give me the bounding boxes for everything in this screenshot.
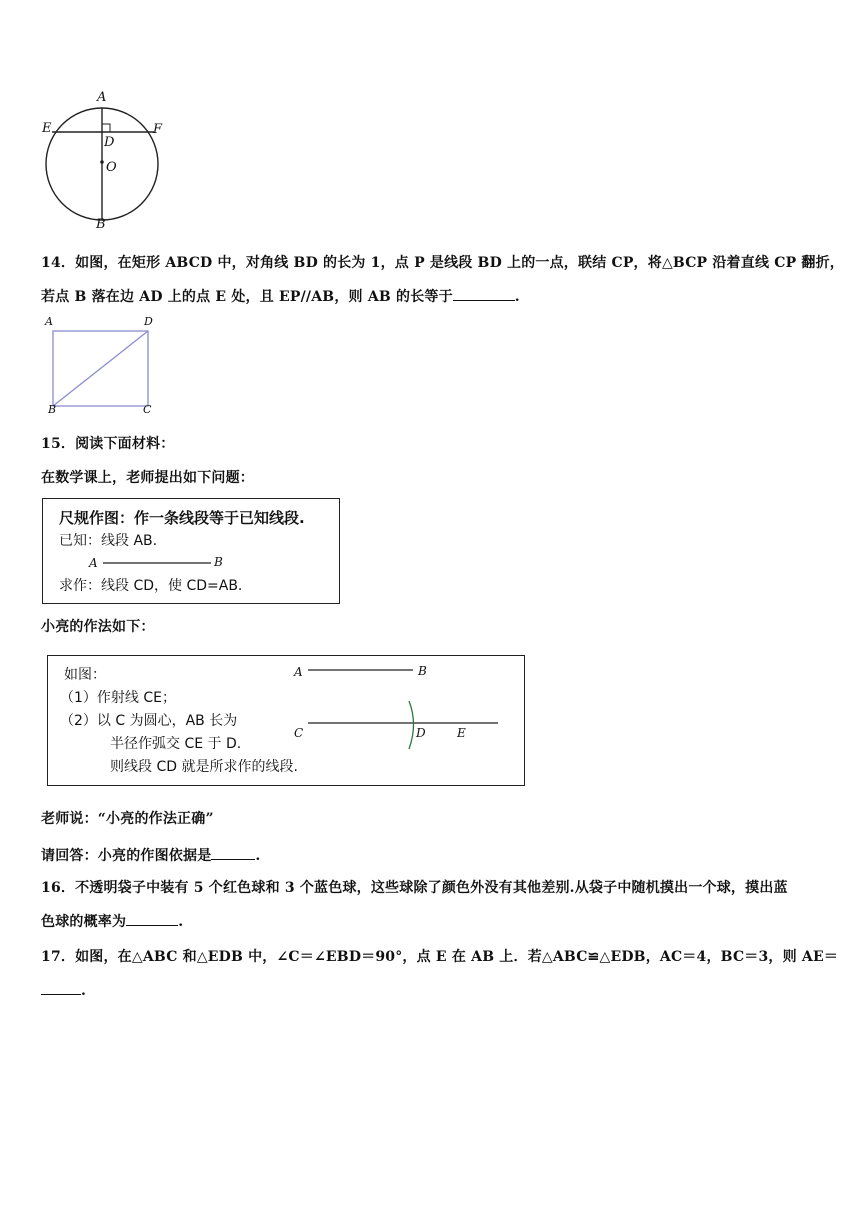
q15-teacher: 老师说：“小亮的作法正确” bbox=[41, 811, 214, 827]
q15-title: 15．阅读下面材料： bbox=[41, 436, 175, 452]
method-line4: 半径作弧交 CE 于 D. bbox=[110, 736, 242, 752]
problem-seg-b: B bbox=[214, 555, 223, 569]
label-e: E bbox=[42, 121, 52, 136]
problem-task: 求作：线段 CD，使 CD=AB. bbox=[59, 578, 243, 594]
problem-seg-a: A bbox=[89, 556, 98, 570]
problem-given: 已知：线段 AB. bbox=[59, 533, 158, 549]
q17-line2 bbox=[41, 982, 86, 999]
q16-line2-text: 色球的概率为 bbox=[41, 914, 127, 930]
q16-line2 bbox=[41, 911, 183, 931]
method-line2: （1）作射线 CE； bbox=[60, 690, 176, 706]
label-d: D bbox=[104, 135, 115, 150]
problem-segment bbox=[103, 559, 223, 569]
q16-line2-end: . bbox=[178, 914, 184, 930]
method-line3: （2）以 C 为圆心，AB 长为 bbox=[60, 713, 238, 729]
center-dot bbox=[100, 160, 104, 164]
q17-line1: 17．如图，在△ABC 和△EDB 中，∠C＝∠EBD＝90°，点 E 在 AB 上．若△ABC≌△EDB，AC＝4，BC＝3，则 AE＝ bbox=[41, 949, 839, 965]
method-line1: 如图： bbox=[64, 667, 106, 683]
method-line5: 则线段 CD 就是所求作的线段. bbox=[110, 759, 298, 775]
method-ray-ce bbox=[308, 686, 508, 776]
rect-label-c: C bbox=[143, 403, 152, 416]
q16-answer-blank[interactable] bbox=[126, 913, 178, 926]
label-f: F bbox=[153, 122, 163, 137]
method-label-c: C bbox=[294, 726, 304, 740]
diagonal-bd bbox=[53, 331, 148, 406]
method-box bbox=[47, 655, 525, 786]
label-b: B bbox=[96, 217, 106, 232]
method-label-a: A bbox=[294, 665, 303, 679]
label-a: A bbox=[97, 90, 107, 105]
rect-label-d: D bbox=[144, 315, 153, 328]
method-segment-ab bbox=[308, 666, 428, 676]
q17-line2-end: . bbox=[81, 983, 87, 999]
rect-label-a: A bbox=[45, 315, 53, 328]
rectangle-figure bbox=[42, 315, 162, 420]
q14-line1: 14．如图，在矩形 ABCD 中，对角线 BD 的长为 1，点 P 是线段 BD 上的一点，联结 CP，将△BCP 沿着直线 CP 翻折， bbox=[41, 255, 844, 271]
method-label-e: E bbox=[457, 726, 466, 740]
q15-answer-blank[interactable] bbox=[211, 847, 255, 860]
right-angle-mark bbox=[102, 124, 110, 132]
circle-figure bbox=[38, 92, 168, 232]
q15-answer-text: 请回答：小亮的作图依据是 bbox=[41, 848, 212, 864]
method-label-b: B bbox=[418, 664, 427, 678]
q14-answer-blank[interactable] bbox=[453, 288, 515, 301]
q15-answer-end: . bbox=[255, 848, 261, 864]
q14-line2 bbox=[41, 286, 520, 306]
rect-label-b: B bbox=[48, 403, 57, 416]
problem-heading: 尺规作图：作一条线段等于已知线段. bbox=[59, 509, 305, 527]
method-label-d: D bbox=[416, 726, 426, 740]
q15-intro: 在数学课上，老师提出如下问题： bbox=[41, 470, 254, 486]
q14-line2-text: 若点 B 落在边 AD 上的点 E 处，且 EP//AB，则 AB 的长等于 bbox=[41, 289, 453, 305]
q15-answer bbox=[41, 845, 260, 865]
circle-diagram bbox=[38, 92, 168, 232]
q17-answer-blank[interactable] bbox=[41, 982, 81, 995]
method-arc bbox=[409, 701, 414, 749]
problem-box bbox=[42, 498, 340, 604]
label-o: O bbox=[106, 160, 117, 175]
q14-line2-end: . bbox=[514, 289, 520, 305]
q15-method-intro: 小亮的作法如下： bbox=[41, 619, 155, 635]
q16-line1: 16．不透明袋子中装有 5 个红色球和 3 个蓝色球，这些球除了颜色外没有其他差别.从袋子中随机摸出一个球，摸出蓝 bbox=[41, 880, 788, 896]
